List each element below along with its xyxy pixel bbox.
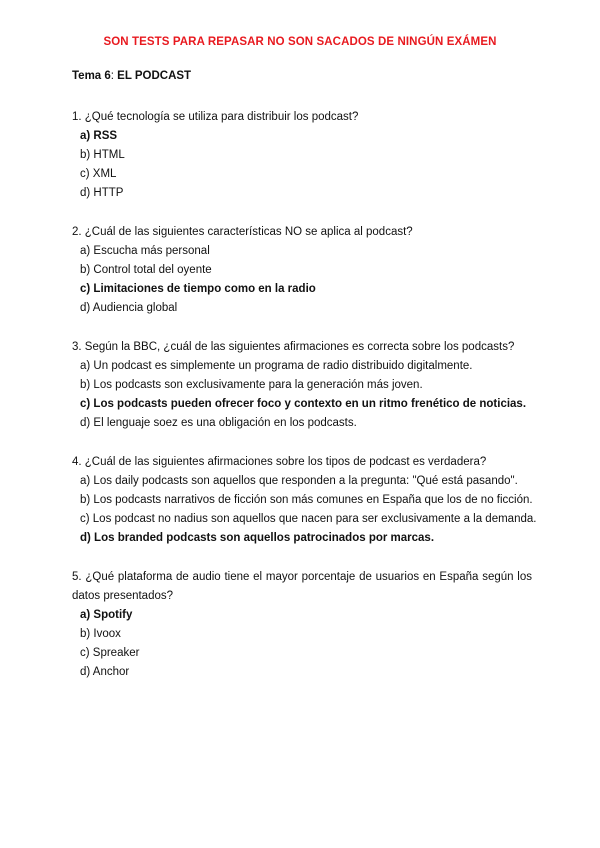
- disclaimer-banner: SON TESTS PARA REPASAR NO SON SACADOS DE NINGÚN EXÁMEN: [103, 36, 497, 48]
- answer-option: c) Spreaker: [80, 647, 140, 659]
- question-3: [72, 338, 532, 433]
- question-text: 2. ¿Cuál de las siguientes características NO se aplica al podcast?: [72, 226, 413, 238]
- topic-name: EL PODCAST: [117, 70, 192, 82]
- question-text: 3. Según la BBC, ¿cuál de las siguientes afirmaciones es correcta sobre los podcasts?: [72, 341, 515, 353]
- answer-option: d) HTTP: [80, 187, 124, 199]
- answer-option: b) Los podcasts son exclusivamente para la generación más joven.: [80, 379, 423, 391]
- question-text: 5. ¿Qué plataforma de audio tiene el mayor porcentaje de usuarios en España según los datos presentados?: [72, 571, 532, 602]
- question-1: [72, 108, 532, 203]
- topic-label: Tema 6: [72, 70, 111, 82]
- answer-option: d) Los branded podcasts son aquellos patrocinados por marcas.: [80, 532, 435, 544]
- topic-heading: [72, 70, 191, 82]
- answer-option: b) Ivoox: [80, 628, 121, 640]
- topic-separator: :: [110, 70, 118, 82]
- answer-option: a) Escucha más personal: [80, 245, 210, 257]
- answer-option: d) El lenguaje soez es una obligación en los podcasts.: [80, 417, 357, 429]
- answer-option: c) XML: [80, 168, 117, 180]
- answer-option: a) Los daily podcasts son aquellos que responden a la pregunta: "Qué está pasando".: [80, 475, 518, 487]
- answer-option: a) RSS: [80, 130, 118, 142]
- answer-option: b) Los podcasts narrativos de ficción son más comunes en España que los de no ficción.: [80, 494, 533, 506]
- question-5: [72, 568, 532, 682]
- answer-option: c) Los podcasts pueden ofrecer foco y contexto en un ritmo frenético de noticias.: [80, 398, 527, 410]
- answer-option: d) Anchor: [80, 666, 130, 678]
- answer-option: a) Spotify: [80, 609, 133, 621]
- answer-option: c) Los podcast no nadius son aquellos que nacen para ser exclusivamente a la demanda.: [80, 513, 537, 525]
- answer-option: b) Control total del oyente: [80, 264, 212, 276]
- question-2: [72, 223, 532, 318]
- question-text: 1. ¿Qué tecnología se utiliza para distribuir los podcast?: [72, 111, 359, 123]
- answer-option: d) Audiencia global: [80, 302, 178, 314]
- question-4: [72, 453, 537, 548]
- answer-option: b) HTML: [80, 149, 125, 161]
- answer-option: a) Un podcast es simplemente un programa de radio distribuido digitalmente.: [80, 360, 473, 372]
- answer-option: c) Limitaciones de tiempo como en la radio: [80, 283, 316, 295]
- question-text: 4. ¿Cuál de las siguientes afirmaciones sobre los tipos de podcast es verdadera?: [72, 456, 487, 468]
